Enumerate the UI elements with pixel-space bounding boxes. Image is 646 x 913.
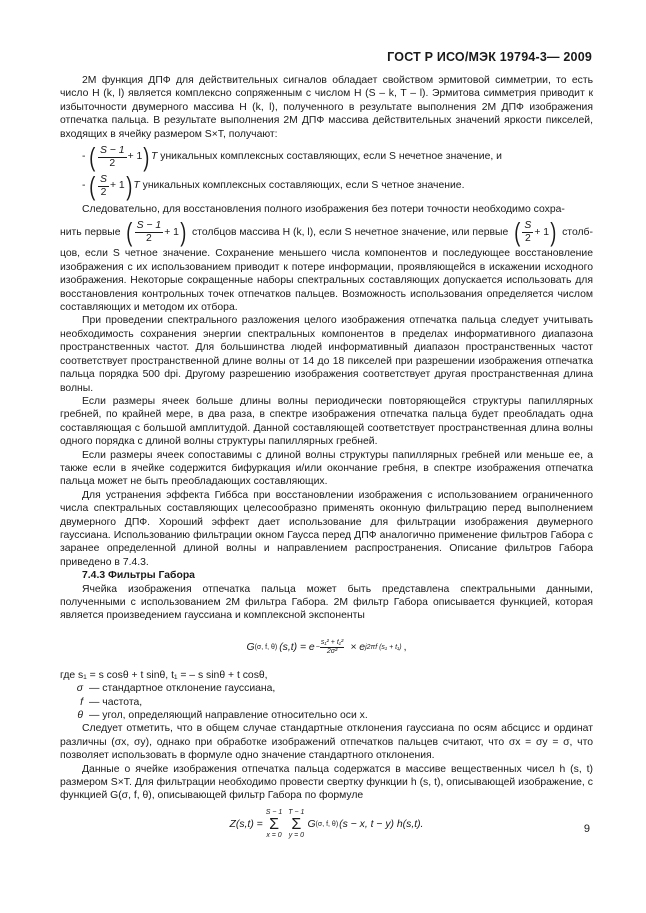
gabor-subscript: (σ, f, θ) bbox=[254, 644, 278, 652]
paragraph-cell-large: Если размеры ячеек больше длины волны периодически повторяющейся структуры папиллярных гребней, по крайней мере, в два раза, в спектре изображения отпечатка пальца будет преобладать одна составляющая с большой амплитудой. Данной составляющей соответствует пространственная длина волны одного порядка с длиной волны структуры папиллярных гребней. bbox=[60, 395, 593, 448]
fraction-numerator: S − 1 bbox=[136, 219, 162, 231]
definition-symbol: θ bbox=[77, 710, 83, 722]
definition-text: — частота, bbox=[89, 696, 143, 708]
conv-lhs: Z(s,t) = bbox=[229, 818, 263, 830]
conv-rest: (s − x, t − y) h(s,t). bbox=[339, 818, 424, 830]
document-body bbox=[60, 74, 593, 840]
gabor-times: × e bbox=[350, 642, 366, 654]
sum-upper: S − 1 bbox=[265, 808, 283, 816]
paragraph-hermitian: 2М функция ДПФ для действительных сигналов обладает свойством эрмитовой симметрии, то есть число H (k, l) является комплексно сопряженным с числом H (S – k, T – l). Эрмитова симметрия приводит к избыточности двумерного массива H (k, l), полученного в результате выполнения 2М ДПФ изображения отпечатка пальца. В результате выполнения 2М ДПФ массива действительных значений яркости пикселей, входящих в ячейку размером S×T, получают: bbox=[60, 75, 593, 140]
definition-text: — угол, определяющий направление относительно оси x. bbox=[89, 710, 368, 722]
formula-dash: - bbox=[82, 151, 86, 163]
formula-odd bbox=[82, 142, 593, 173]
formula-dash: - bbox=[82, 180, 86, 192]
fraction-denominator: 2 bbox=[146, 232, 152, 244]
sigma-symbol: Σ bbox=[291, 815, 302, 833]
definition-item bbox=[60, 696, 593, 709]
sum-upper: T − 1 bbox=[288, 808, 305, 816]
formula-t: T bbox=[151, 151, 158, 163]
fraction bbox=[135, 220, 164, 245]
paragraph-sigma: Следует отметить, что в общем случае стандартные отклонения гауссиана по осям абсцисс и ординат различны (σx, σy), однако при обработке изображений отпечатков пальцев считают, что σx = σy = σ, что позволяет использовать в формуле одно значение стандартного отклонения. bbox=[60, 723, 593, 762]
section-heading: 7.4.3 Фильтры Габора bbox=[82, 570, 195, 582]
plus-one: + 1 bbox=[127, 151, 143, 163]
convolution-formula bbox=[60, 809, 593, 840]
paragraph-gibbs: Для устранения эффекта Гиббса при восстановлении изображения с использованием ограниченного числа спектральных составляющих целесообразно применять оконную фильтрацию перед выполнением двумерного ДПФ. Хороший эффект дает использование для фильтрации изображения двумерного гауссиана. Использованию фильтрации окном Гаусса перед ДПФ аналогично применение фильтров Габора с заранее определенной длиной волны и направлением распространения. Описание фильтров Габора приведено в 7.4.3. bbox=[60, 489, 593, 568]
sum-lower: y = 0 bbox=[288, 831, 305, 839]
exp-denominator: 2σ² bbox=[326, 648, 338, 656]
where-line: где s₁ = s cosθ + t sinθ, t₁ = – s sinθ + t cosθ, bbox=[60, 669, 268, 681]
exp-sign: − bbox=[315, 644, 320, 652]
exp-numerator: s₁² + t₁² bbox=[320, 639, 344, 647]
left-paren: ( bbox=[514, 217, 521, 248]
fraction-denominator: 2 bbox=[524, 232, 531, 244]
sum-y bbox=[288, 809, 304, 840]
formula-t: T bbox=[133, 180, 140, 192]
inline-fraction-even bbox=[513, 217, 558, 248]
formula-inline-columns bbox=[60, 217, 593, 248]
formula-text: уникальных комплексных составляющих, если S нечетное значение, и bbox=[160, 151, 502, 163]
definition-item bbox=[60, 709, 593, 722]
text-post: столб- bbox=[562, 226, 593, 238]
paragraph-cell-small: Если размеры ячеек сопоставимы с длиной волны структуры папиллярных гребней или меньше ее, а также если в ячейке содержится бифуркация и/или окончание гребня, в спектре изображения отпечатка пальца может не быть преобладающих составляющих. bbox=[60, 449, 593, 488]
left-paren: ( bbox=[126, 217, 133, 248]
inline-fraction-odd bbox=[125, 217, 188, 248]
paragraph-gabor-intro: Ячейка изображения отпечатка пальца может быть представлена спектральными данными, полученными с использованием 2М фильтра Габора. 2М фильтр Габора описывается функцией, которая является произведением гауссиана и комплексной экспоненты bbox=[60, 583, 593, 622]
fraction-numerator: S bbox=[524, 219, 532, 231]
definition-symbol: f bbox=[80, 696, 83, 708]
paragraph-convolution: Данные о ячейке изображения отпечатка пальца содержатся в массиве вещественных чисел h (s, t) размером S×T. Для фильтрации необходимо провести свертку функции h (s, t), описывающей изображение, с функцией G(σ, f, θ), описывающей фильтр Габора по формуле bbox=[60, 763, 593, 802]
sum-lower: x = 0 bbox=[266, 831, 282, 839]
right-paren: ) bbox=[550, 217, 557, 248]
paragraph-spectral: При проведении спектрального разложения целого изображения отпечатка пальца следует учитывать необходимость сохранения энергии спектральных компонентов в пределах информативного диапазона пространственных частот. Для большинства людей информативный диапазон пространственных частот соответствует пространственной длине волны от 14 до 18 пикселей при разрешении изображения отпечатка пальца порядка 500 dpi. Другому разрешению изображения соответствует другая пространственная длина волны. bbox=[60, 315, 593, 394]
page-number: 9 bbox=[583, 823, 590, 835]
paragraph-therefore: Следовательно, для восстановления полного изображения без потери точности необходимо сохра- bbox=[82, 204, 565, 216]
definition-text: — стандартное отклонение гауссиана, bbox=[89, 683, 276, 695]
fraction-numerator: S bbox=[100, 173, 107, 185]
fraction-denominator: 2 bbox=[100, 186, 107, 198]
left-paren: ( bbox=[89, 142, 96, 173]
gabor-g: G bbox=[246, 642, 255, 654]
right-paren: ) bbox=[143, 142, 150, 173]
fraction bbox=[522, 220, 533, 245]
plus-one: + 1 bbox=[164, 226, 179, 238]
fraction bbox=[98, 174, 109, 199]
gabor-formula bbox=[60, 629, 593, 667]
formula-text: уникальных комплексных составляющих, если S четное значение. bbox=[142, 180, 465, 192]
formula-even bbox=[82, 171, 593, 202]
text-mid: столбцов массива H (k, l), если S нечетное значение, или первые bbox=[191, 226, 509, 238]
right-paren: ) bbox=[180, 217, 187, 248]
sigma-symbol: Σ bbox=[269, 815, 279, 833]
text-pre: нить первые bbox=[60, 226, 121, 238]
fraction-denominator: 2 bbox=[109, 157, 116, 169]
plus-one: + 1 bbox=[534, 226, 550, 238]
definitions-list bbox=[60, 682, 593, 722]
right-paren: ) bbox=[126, 171, 133, 202]
left-paren: ( bbox=[89, 171, 96, 202]
gabor-exponent bbox=[320, 639, 345, 656]
fraction-numerator: S − 1 bbox=[100, 144, 125, 156]
conv-g: G bbox=[307, 818, 316, 830]
gabor-end: , bbox=[403, 642, 407, 654]
fraction bbox=[98, 145, 127, 170]
gabor-args: (s,t) = e bbox=[279, 642, 315, 654]
conv-g-subscript: (σ, f, θ) bbox=[315, 820, 339, 828]
sum-x bbox=[266, 809, 283, 840]
definition-item bbox=[60, 682, 593, 695]
plus-one: + 1 bbox=[109, 180, 125, 192]
definition-symbol: σ bbox=[76, 683, 83, 695]
paragraph-columns: цов, если S четное значение. Сохранение меньшего числа компонентов и последующее восстановление изображения с их использованием приводит к потере информации, проявляющейся в искажении исходного изображения. Некоторые сокращенные наборы спектральных составляющих допускается использовать для восстановления контрольных точек отпечатков пальцев. Возможность использования определяется числом составляющих и методом их отбора. bbox=[60, 248, 593, 314]
standard-header: ГОСТ Р ИСО/МЭК 19794-3— 2009 bbox=[387, 50, 592, 64]
gabor-exponent-2: j2πf (s₁ + t₁) bbox=[365, 644, 402, 652]
